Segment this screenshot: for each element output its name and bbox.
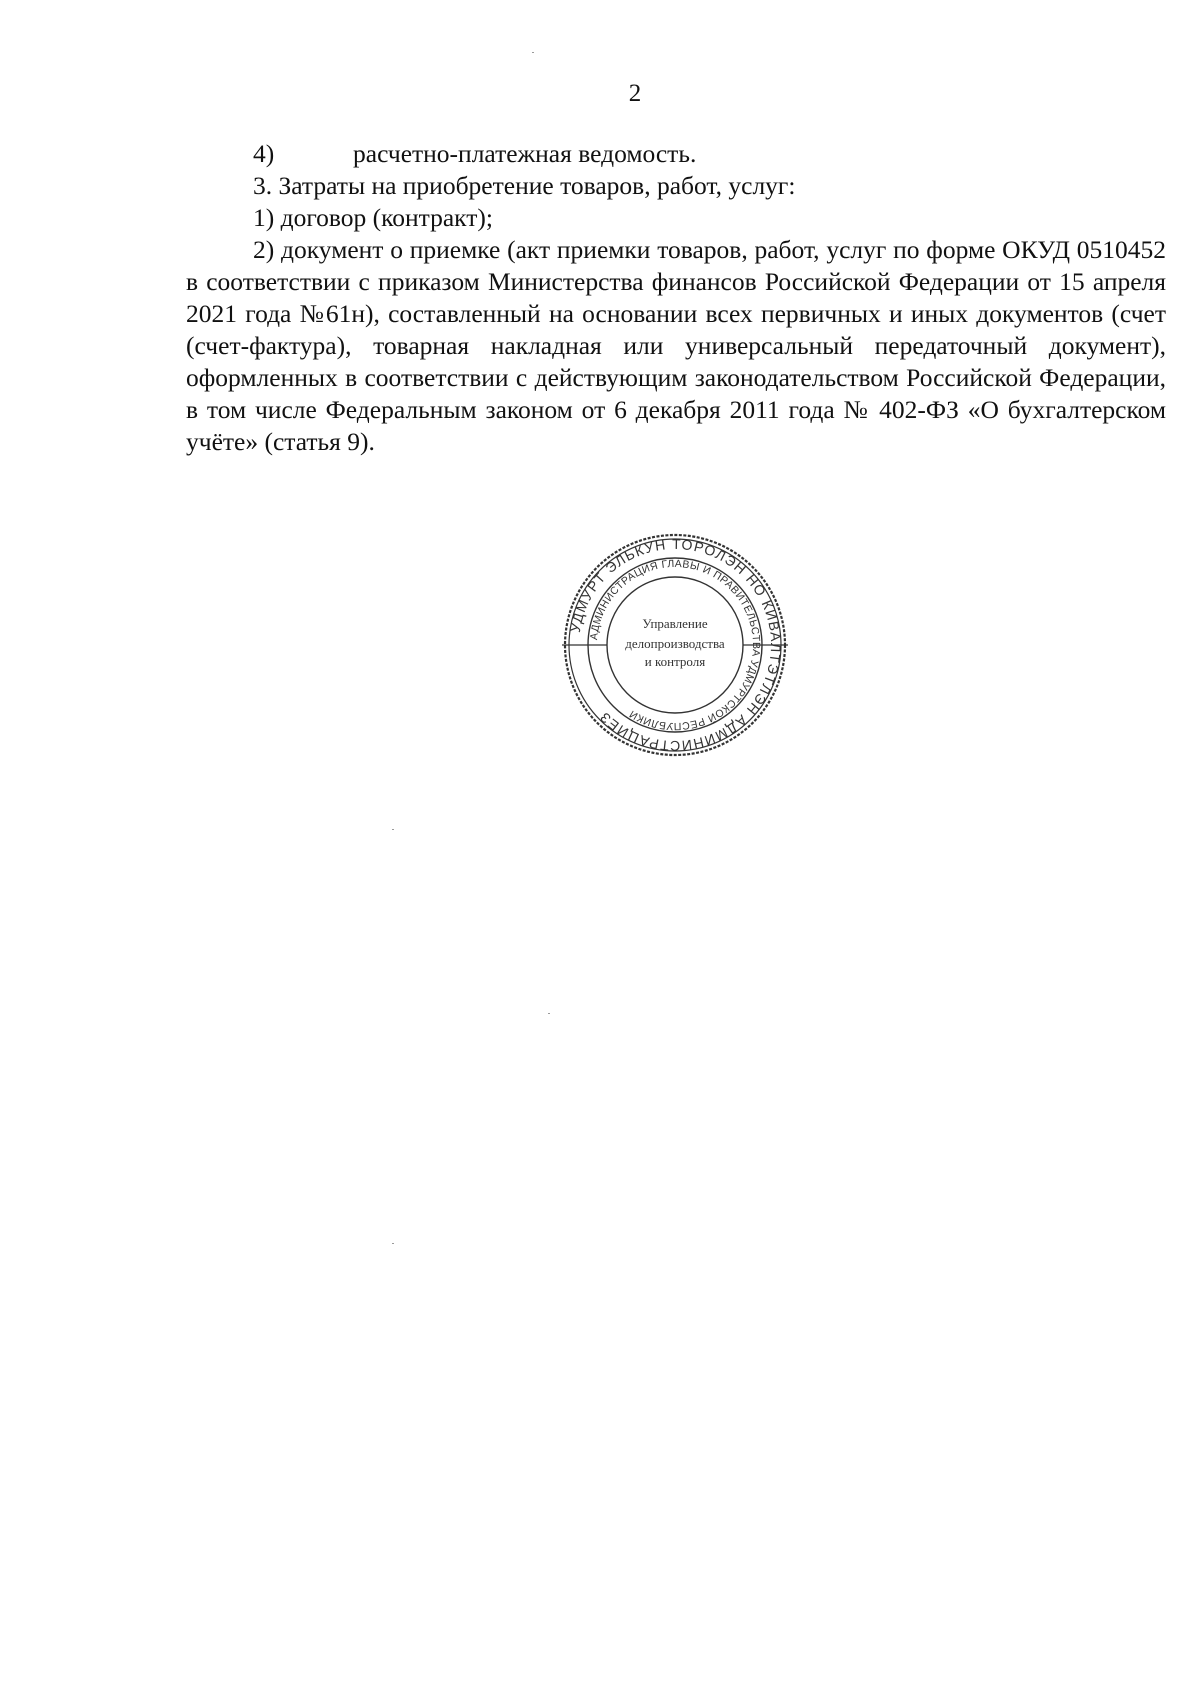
seal-outer-text: УДМУРТ ЭЛЬКУН ТОРОЛЭН НО КИВАЛТЭТЛЭН АДМИНИСТРАЦИЕЗ bbox=[566, 535, 785, 755]
sub-item-1: 1) договор (контракт); bbox=[253, 203, 493, 232]
section-3-heading: 3. Затраты на приобретение товаров, работ, услуг: bbox=[253, 171, 796, 200]
official-seal bbox=[560, 530, 790, 760]
list-item-4 bbox=[186, 138, 1166, 170]
document-body bbox=[186, 138, 1166, 458]
seal-center-line-1: Управление bbox=[642, 616, 708, 631]
scan-speck bbox=[532, 52, 534, 53]
list-item-4-text: расчетно-платежная ведомость. bbox=[353, 139, 697, 168]
seal-center-line-2: делопроизводства bbox=[625, 636, 725, 651]
page-number: 2 bbox=[628, 80, 642, 107]
scan-speck bbox=[392, 1243, 394, 1244]
scan-speck bbox=[548, 1013, 550, 1014]
list-item-4-number: 4) bbox=[253, 139, 275, 168]
sub-item-2: 2) документ о приемке (акт приемки товаров, работ, услуг по форме ОКУД 0510452 в соответствии с приказом Министерства финансов Российской Федерации от 15 апреля 2021 года №61н), составленный на основании всех первичных и иных документов (счет (счет-фактура), товарная накладная или универсальный передаточный документ), оформленных в соответствии с действующим законодательством Российской Федерации, в том числе Федеральным законом от 6 декабря 2011 года № 402-ФЗ «О бухгалтерском учёте» (статья 9). bbox=[186, 235, 1166, 456]
seal-center-line-3: и контроля bbox=[644, 654, 706, 669]
scan-speck bbox=[392, 829, 394, 830]
seal-inner-text: АДМИНИСТРАЦИЯ ГЛАВЫ И ПРАВИТЕЛЬСТВА УДМУРТСКОЙ РЕСПУБЛИКИ bbox=[588, 557, 763, 733]
seal-graphic bbox=[560, 530, 790, 760]
